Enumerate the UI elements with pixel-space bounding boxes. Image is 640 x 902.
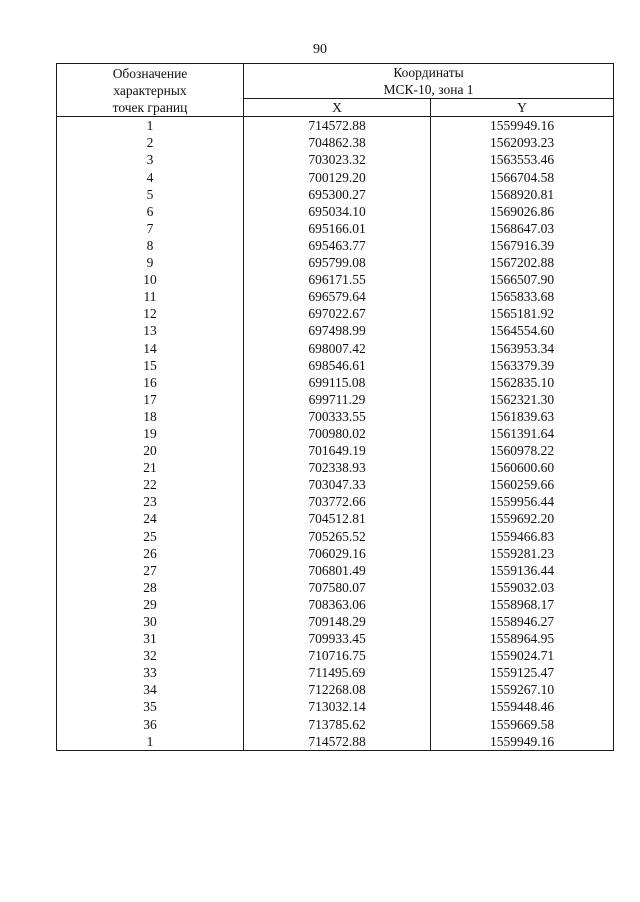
- point-number-cell: 5: [57, 186, 244, 203]
- x-coordinate-cell: 699711.29: [244, 391, 431, 408]
- table-row: [57, 271, 614, 288]
- table-row: [57, 391, 614, 408]
- table-row: [57, 305, 614, 322]
- y-coordinate-cell: 1559956.44: [431, 493, 614, 510]
- table-row: [57, 596, 614, 613]
- y-coordinate-cell: 1566704.58: [431, 169, 614, 186]
- y-coordinate-cell: 1566507.90: [431, 271, 614, 288]
- y-coordinate-cell: 1559125.47: [431, 664, 614, 681]
- x-column-header: X: [244, 99, 431, 117]
- x-coordinate-cell: 708363.06: [244, 596, 431, 613]
- x-coordinate-cell: 710716.75: [244, 647, 431, 664]
- y-coordinate-cell: 1559267.10: [431, 681, 614, 698]
- table-row: [57, 220, 614, 237]
- table-row: [57, 442, 614, 459]
- point-number-cell: 1: [57, 117, 244, 135]
- coordinates-header-line-1: Координаты: [393, 65, 464, 80]
- y-coordinate-cell: 1563379.39: [431, 357, 614, 374]
- x-coordinate-cell: 695463.77: [244, 237, 431, 254]
- y-coordinate-cell: 1562093.23: [431, 134, 614, 151]
- y-coordinate-cell: 1558968.17: [431, 596, 614, 613]
- y-coordinate-cell: 1567202.88: [431, 254, 614, 271]
- table-row: [57, 562, 614, 579]
- x-coordinate-cell: 700980.02: [244, 425, 431, 442]
- x-coordinate-cell: 714572.88: [244, 733, 431, 751]
- table-row: [57, 134, 614, 151]
- point-number-cell: 22: [57, 476, 244, 493]
- point-number-cell: 8: [57, 237, 244, 254]
- x-coordinate-cell: 713785.62: [244, 716, 431, 733]
- point-number-cell: 19: [57, 425, 244, 442]
- x-coordinate-cell: 697498.99: [244, 322, 431, 339]
- coordinates-header: [244, 64, 614, 99]
- y-coordinate-cell: 1559949.16: [431, 117, 614, 135]
- y-coordinate-cell: 1559448.46: [431, 698, 614, 715]
- table-row: [57, 288, 614, 305]
- table-row: [57, 340, 614, 357]
- y-coordinate-cell: 1565833.68: [431, 288, 614, 305]
- x-coordinate-cell: 700129.20: [244, 169, 431, 186]
- point-number-cell: 32: [57, 647, 244, 664]
- point-designation-header: [57, 64, 244, 117]
- y-coordinate-cell: 1569026.86: [431, 203, 614, 220]
- table-row: [57, 545, 614, 562]
- y-coordinate-cell: 1563553.46: [431, 151, 614, 168]
- point-number-cell: 30: [57, 613, 244, 630]
- point-number-cell: 15: [57, 357, 244, 374]
- x-coordinate-cell: 702338.93: [244, 459, 431, 476]
- x-coordinate-cell: 704862.38: [244, 134, 431, 151]
- x-coordinate-cell: 695799.08: [244, 254, 431, 271]
- table-header: [57, 64, 614, 117]
- table-row: [57, 647, 614, 664]
- point-number-cell: 28: [57, 579, 244, 596]
- y-coordinate-cell: 1560600.60: [431, 459, 614, 476]
- table-row: [57, 579, 614, 596]
- coordinates-table: [56, 63, 614, 751]
- x-coordinate-cell: 699115.08: [244, 374, 431, 391]
- y-coordinate-cell: 1564554.60: [431, 322, 614, 339]
- table-row: [57, 186, 614, 203]
- x-coordinate-cell: 696579.64: [244, 288, 431, 305]
- x-coordinate-cell: 695034.10: [244, 203, 431, 220]
- y-coordinate-cell: 1558946.27: [431, 613, 614, 630]
- point-number-cell: 13: [57, 322, 244, 339]
- y-coordinate-cell: 1561391.64: [431, 425, 614, 442]
- point-number-cell: 24: [57, 510, 244, 527]
- x-coordinate-cell: 695300.27: [244, 186, 431, 203]
- table-row: [57, 664, 614, 681]
- x-coordinate-cell: 709148.29: [244, 613, 431, 630]
- y-coordinate-cell: 1568647.03: [431, 220, 614, 237]
- y-coordinate-cell: 1559669.58: [431, 716, 614, 733]
- point-number-cell: 31: [57, 630, 244, 647]
- x-coordinate-cell: 701649.19: [244, 442, 431, 459]
- point-number-cell: 20: [57, 442, 244, 459]
- table-row: [57, 510, 614, 527]
- x-coordinate-cell: 712268.08: [244, 681, 431, 698]
- point-number-cell: 36: [57, 716, 244, 733]
- y-coordinate-cell: 1562321.30: [431, 391, 614, 408]
- x-coordinate-cell: 706801.49: [244, 562, 431, 579]
- point-number-cell: 4: [57, 169, 244, 186]
- y-coordinate-cell: 1559692.20: [431, 510, 614, 527]
- point-number-cell: 7: [57, 220, 244, 237]
- point-number-cell: 6: [57, 203, 244, 220]
- point-number-cell: 34: [57, 681, 244, 698]
- x-coordinate-cell: 714572.88: [244, 117, 431, 135]
- point-number-cell: 17: [57, 391, 244, 408]
- y-coordinate-cell: 1562835.10: [431, 374, 614, 391]
- y-coordinate-cell: 1559136.44: [431, 562, 614, 579]
- table-row: [57, 408, 614, 425]
- point-number-cell: 16: [57, 374, 244, 391]
- point-number-cell: 10: [57, 271, 244, 288]
- y-coordinate-cell: 1559949.16: [431, 733, 614, 751]
- point-number-cell: 29: [57, 596, 244, 613]
- table-row: [57, 681, 614, 698]
- table-body: [57, 117, 614, 750]
- x-coordinate-cell: 705265.52: [244, 528, 431, 545]
- table-row: [57, 237, 614, 254]
- point-number-cell: 35: [57, 698, 244, 715]
- point-number-cell: 21: [57, 459, 244, 476]
- point-number-cell: 25: [57, 528, 244, 545]
- x-coordinate-cell: 709933.45: [244, 630, 431, 647]
- y-coordinate-cell: 1560259.66: [431, 476, 614, 493]
- table-row: [57, 476, 614, 493]
- point-number-cell: 14: [57, 340, 244, 357]
- x-coordinate-cell: 703772.66: [244, 493, 431, 510]
- table-row: [57, 733, 614, 751]
- x-coordinate-cell: 698007.42: [244, 340, 431, 357]
- point-number-cell: 33: [57, 664, 244, 681]
- table-row: [57, 322, 614, 339]
- x-coordinate-cell: 711495.69: [244, 664, 431, 681]
- table-row: [57, 528, 614, 545]
- y-coordinate-cell: 1558964.95: [431, 630, 614, 647]
- y-coordinate-cell: 1567916.39: [431, 237, 614, 254]
- point-number-cell: 3: [57, 151, 244, 168]
- y-coordinate-cell: 1561839.63: [431, 408, 614, 425]
- table-row: [57, 203, 614, 220]
- table-row: [57, 169, 614, 186]
- y-coordinate-cell: 1559032.03: [431, 579, 614, 596]
- point-number-cell: 9: [57, 254, 244, 271]
- table-row: [57, 425, 614, 442]
- y-coordinate-cell: 1559024.71: [431, 647, 614, 664]
- point-number-cell: 12: [57, 305, 244, 322]
- x-coordinate-cell: 713032.14: [244, 698, 431, 715]
- x-coordinate-cell: 695166.01: [244, 220, 431, 237]
- point-number-cell: 2: [57, 134, 244, 151]
- x-coordinate-cell: 707580.07: [244, 579, 431, 596]
- table-row: [57, 151, 614, 168]
- point-header-line-2: характерных: [113, 82, 187, 98]
- table-row: [57, 254, 614, 271]
- y-coordinate-cell: 1559466.83: [431, 528, 614, 545]
- coordinates-header-line-2: МСК-10, зона 1: [383, 82, 474, 98]
- table-row: [57, 716, 614, 733]
- y-coordinate-cell: 1559281.23: [431, 545, 614, 562]
- table-row: [57, 374, 614, 391]
- y-coordinate-cell: 1565181.92: [431, 305, 614, 322]
- x-coordinate-cell: 703023.32: [244, 151, 431, 168]
- x-coordinate-cell: 696171.55: [244, 271, 431, 288]
- x-coordinate-cell: 700333.55: [244, 408, 431, 425]
- y-coordinate-cell: 1560978.22: [431, 442, 614, 459]
- point-number-cell: 26: [57, 545, 244, 562]
- x-coordinate-cell: 706029.16: [244, 545, 431, 562]
- point-header-line-3: точек границ: [112, 99, 188, 115]
- y-coordinate-cell: 1568920.81: [431, 186, 614, 203]
- page-number: 90: [313, 42, 327, 57]
- x-coordinate-cell: 703047.33: [244, 476, 431, 493]
- table-row: [57, 357, 614, 374]
- table-row: [57, 493, 614, 510]
- point-header-line-1: Обозначение: [112, 65, 188, 81]
- table-row: [57, 630, 614, 647]
- table-row: [57, 459, 614, 476]
- point-number-cell: 1: [57, 733, 244, 751]
- point-number-cell: 11: [57, 288, 244, 305]
- table-row: [57, 698, 614, 715]
- x-coordinate-cell: 698546.61: [244, 357, 431, 374]
- table-row: [57, 117, 614, 135]
- point-number-cell: 23: [57, 493, 244, 510]
- y-coordinate-cell: 1563953.34: [431, 340, 614, 357]
- table-row: [57, 613, 614, 630]
- x-coordinate-cell: 704512.81: [244, 510, 431, 527]
- point-number-cell: 18: [57, 408, 244, 425]
- y-column-header: Y: [431, 99, 614, 117]
- point-number-cell: 27: [57, 562, 244, 579]
- x-coordinate-cell: 697022.67: [244, 305, 431, 322]
